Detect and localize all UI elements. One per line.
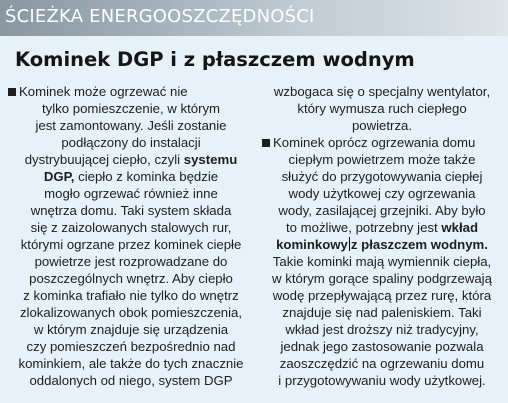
- text-line: wnętrza domu. Taki system składa: [30, 203, 232, 218]
- left-text-column: [8, 83, 254, 389]
- text-line: tylko pomieszczenie, w którym: [41, 101, 221, 116]
- text-line: wkład jest droższy niż tradycyjny,: [285, 322, 479, 337]
- section-banner: [0, 0, 508, 36]
- text-line: znajduje się nad paleniskiem. Taki: [282, 305, 482, 320]
- bold-term: systemu: [183, 152, 238, 167]
- text-line: powietrza.: [351, 118, 413, 133]
- text-line: mogło ogrzewać również inne: [44, 186, 218, 201]
- text-line: oddalonych od niego, system DGP: [29, 373, 233, 388]
- text-cursor: [349, 237, 350, 251]
- text-line: czy pomieszczeń bezpośrednio nad: [26, 339, 236, 354]
- text-line: kominkiem, ale także do tych znacznie: [18, 356, 244, 371]
- bold-term: wkład: [441, 220, 479, 235]
- text-line: zlokalizowanych obok pomieszczenia,: [19, 305, 243, 320]
- text-line: jednak jego zastosowanie pozwala: [280, 339, 484, 354]
- bold-term: DGP,: [43, 169, 75, 184]
- text-line: [262, 236, 502, 253]
- text-line: dystrybuującej ciepło, czyli systemu: [24, 152, 238, 167]
- text-line: w którym znajduje się urządzenia: [33, 322, 229, 337]
- text-line: wody, zasilającej grzejniki. Aby było: [278, 203, 486, 218]
- text-line: jest zamontowany. Jeśli zostanie: [35, 118, 227, 133]
- bullet-square-icon: [8, 88, 16, 96]
- text-line: służyć do przygotowywania ciepłej: [281, 169, 483, 184]
- text-line: się z zaizolowanych stalowych rur,: [30, 220, 232, 235]
- text-line: ciepłym powietrzem może także: [288, 152, 476, 167]
- bold-term: z płaszczem wodnym.: [350, 237, 488, 252]
- text-line: poszczególnych wnętrz. Aby ciepło: [29, 271, 233, 286]
- text-line: w którym gorące spaliny podgrzewają: [272, 271, 492, 286]
- text-line: wodę przepływającą przez rurę, która: [272, 288, 492, 303]
- text-line: zaoszczędzić na ogrzewaniu domu: [279, 356, 485, 371]
- text-line: wzbogaca się o specjalny wentylator,: [273, 84, 491, 99]
- text-line: Kominek może ogrzewać nie: [8, 83, 254, 100]
- text-line: Kominek oprócz ogrzewania domu: [262, 134, 502, 151]
- text-line: i przygotowywaniu wody użytkowej.: [278, 373, 486, 388]
- article-headline: Kominek DGP i z płaszczem wodnym: [15, 48, 415, 71]
- right-text-column: [262, 83, 502, 389]
- text-line: Takie kominki mają wymiennik ciepła,: [272, 254, 492, 269]
- text-line: wody użytkowej czy ogrzewania: [288, 186, 476, 201]
- text-line: z kominka trafiało nie tylko do wnętrz: [23, 288, 239, 303]
- text-line: DGP, ciepło z kominka będzie: [43, 169, 219, 184]
- text-line: to możliwe, potrzebny jest wkład: [285, 220, 479, 235]
- bold-term: kominkowy: [276, 237, 348, 252]
- text-line: powietrze jest rozprowadzane do: [34, 254, 228, 269]
- text-line: którymi ogrzane przez kominek ciepłe: [20, 237, 242, 252]
- section-title: ŚCIEŻKA ENERGOOSZCZĘDNOŚCI: [5, 6, 315, 27]
- text-line: który wymusza ruch ciepłego: [297, 101, 467, 116]
- bullet-square-icon: [262, 139, 270, 147]
- text-line: podłączony do instalacji: [61, 135, 201, 150]
